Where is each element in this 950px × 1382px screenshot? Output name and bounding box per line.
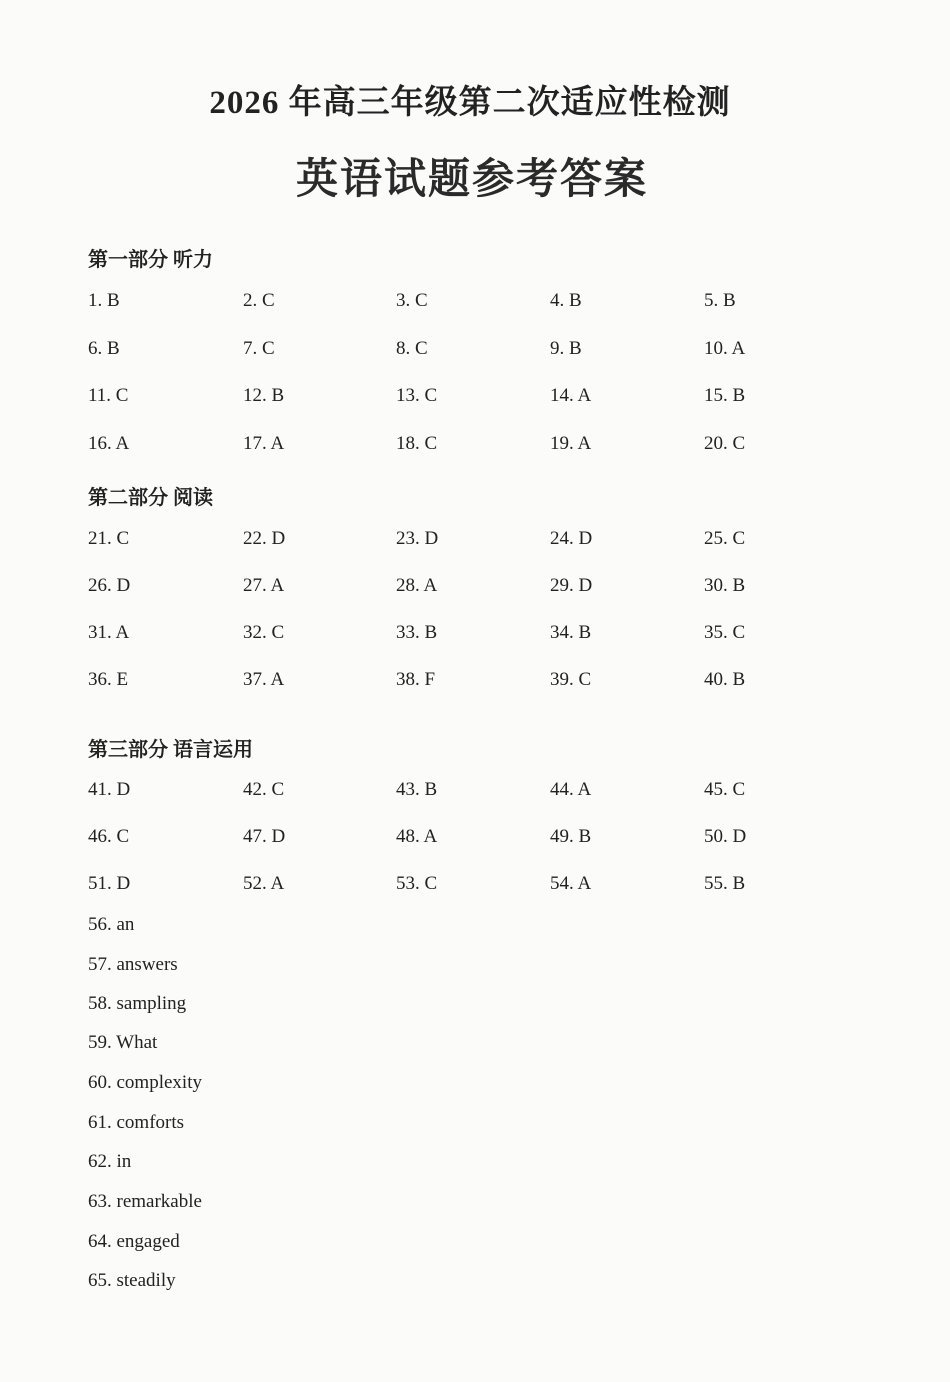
answer-item: 18. C (396, 433, 438, 454)
answer-item: 23. D (396, 528, 439, 549)
fill-in-answer: 64. engaged (88, 1231, 180, 1252)
answer-item: 50. D (704, 826, 747, 847)
answer-item: 29. D (550, 575, 593, 596)
fill-in-answer: 56. an (88, 914, 135, 935)
answer-item: 45. C (704, 779, 746, 800)
answer-item: 41. D (88, 779, 131, 800)
answer-item: 30. B (704, 575, 746, 596)
answer-item: 9. B (550, 338, 582, 359)
answer-item: 44. A (550, 779, 592, 800)
answer-row (88, 290, 888, 320)
answer-key-subtitle: 英语试题参考答案 (295, 157, 648, 203)
answer-item: 46. C (88, 826, 130, 847)
answer-item: 36. E (88, 669, 129, 690)
answer-item: 26. D (88, 575, 131, 596)
answer-item: 17. A (243, 433, 285, 454)
answer-item: 15. B (704, 385, 746, 406)
answer-item: 4. B (550, 290, 582, 311)
answer-item: 32. C (243, 622, 285, 643)
answer-item: 42. C (243, 779, 285, 800)
answer-row (88, 826, 888, 856)
answer-item: 3. C (396, 290, 428, 311)
answer-item: 20. C (704, 433, 746, 454)
answer-item: 21. C (88, 528, 130, 549)
answer-row (88, 528, 888, 558)
answer-item: 13. C (396, 385, 438, 406)
answer-item: 33. B (396, 622, 438, 643)
answer-item: 54. A (550, 873, 592, 894)
answer-row (88, 669, 888, 699)
answer-item: 8. C (396, 338, 428, 359)
answer-item: 35. C (704, 622, 746, 643)
fill-in-answer: 65. steadily (88, 1270, 176, 1291)
fill-in-answer: 59. What (88, 1032, 158, 1053)
answer-item: 39. C (550, 669, 592, 690)
answer-item: 11. C (88, 385, 129, 406)
section-heading-reading: 第二部分 阅读 (88, 487, 213, 509)
answer-item: 14. A (550, 385, 592, 406)
fill-in-answer: 62. in (88, 1151, 132, 1172)
fill-in-answer: 61. comforts (88, 1112, 185, 1133)
answer-row (88, 873, 888, 903)
answer-item: 7. C (243, 338, 275, 359)
answer-row (88, 433, 888, 463)
answer-item: 2. C (243, 290, 275, 311)
answer-item: 55. B (704, 873, 746, 894)
answer-item: 37. A (243, 669, 285, 690)
answer-item: 40. B (704, 669, 746, 690)
answer-item: 19. A (550, 433, 592, 454)
answer-row (88, 385, 888, 415)
answer-item: 53. C (396, 873, 438, 894)
answer-item: 49. B (550, 826, 592, 847)
answer-item: 25. C (704, 528, 746, 549)
exam-title: 2026 年高三年级第二次适应性检测 (209, 85, 731, 121)
answer-row (88, 575, 888, 605)
answer-item: 34. B (550, 622, 592, 643)
fill-in-answer: 63. remarkable (88, 1191, 202, 1212)
answer-item: 52. A (243, 873, 285, 894)
answer-item: 38. F (396, 669, 436, 690)
answer-item: 22. D (243, 528, 286, 549)
fill-in-answer: 57. answers (88, 954, 178, 975)
answer-item: 31. A (88, 622, 130, 643)
fill-in-answer: 58. sampling (88, 993, 187, 1014)
section-heading-listening: 第一部分 听力 (88, 249, 213, 271)
answer-item: 12. B (243, 385, 285, 406)
answer-item: 24. D (550, 528, 593, 549)
answer-item: 48. A (396, 826, 438, 847)
answer-item: 5. B (704, 290, 736, 311)
answer-item: 16. A (88, 433, 130, 454)
answer-item: 27. A (243, 575, 285, 596)
answer-row (88, 622, 888, 652)
answer-item: 28. A (396, 575, 438, 596)
answer-item: 43. B (396, 779, 438, 800)
answer-row (88, 779, 888, 809)
answer-item: 51. D (88, 873, 131, 894)
answer-row (88, 338, 888, 368)
answer-item: 1. B (88, 290, 120, 311)
fill-in-answer: 60. complexity (88, 1072, 202, 1093)
answer-item: 10. A (704, 338, 746, 359)
answer-item: 47. D (243, 826, 286, 847)
section-heading-language-use: 第三部分 语言运用 (88, 739, 253, 761)
answer-item: 6. B (88, 338, 120, 359)
